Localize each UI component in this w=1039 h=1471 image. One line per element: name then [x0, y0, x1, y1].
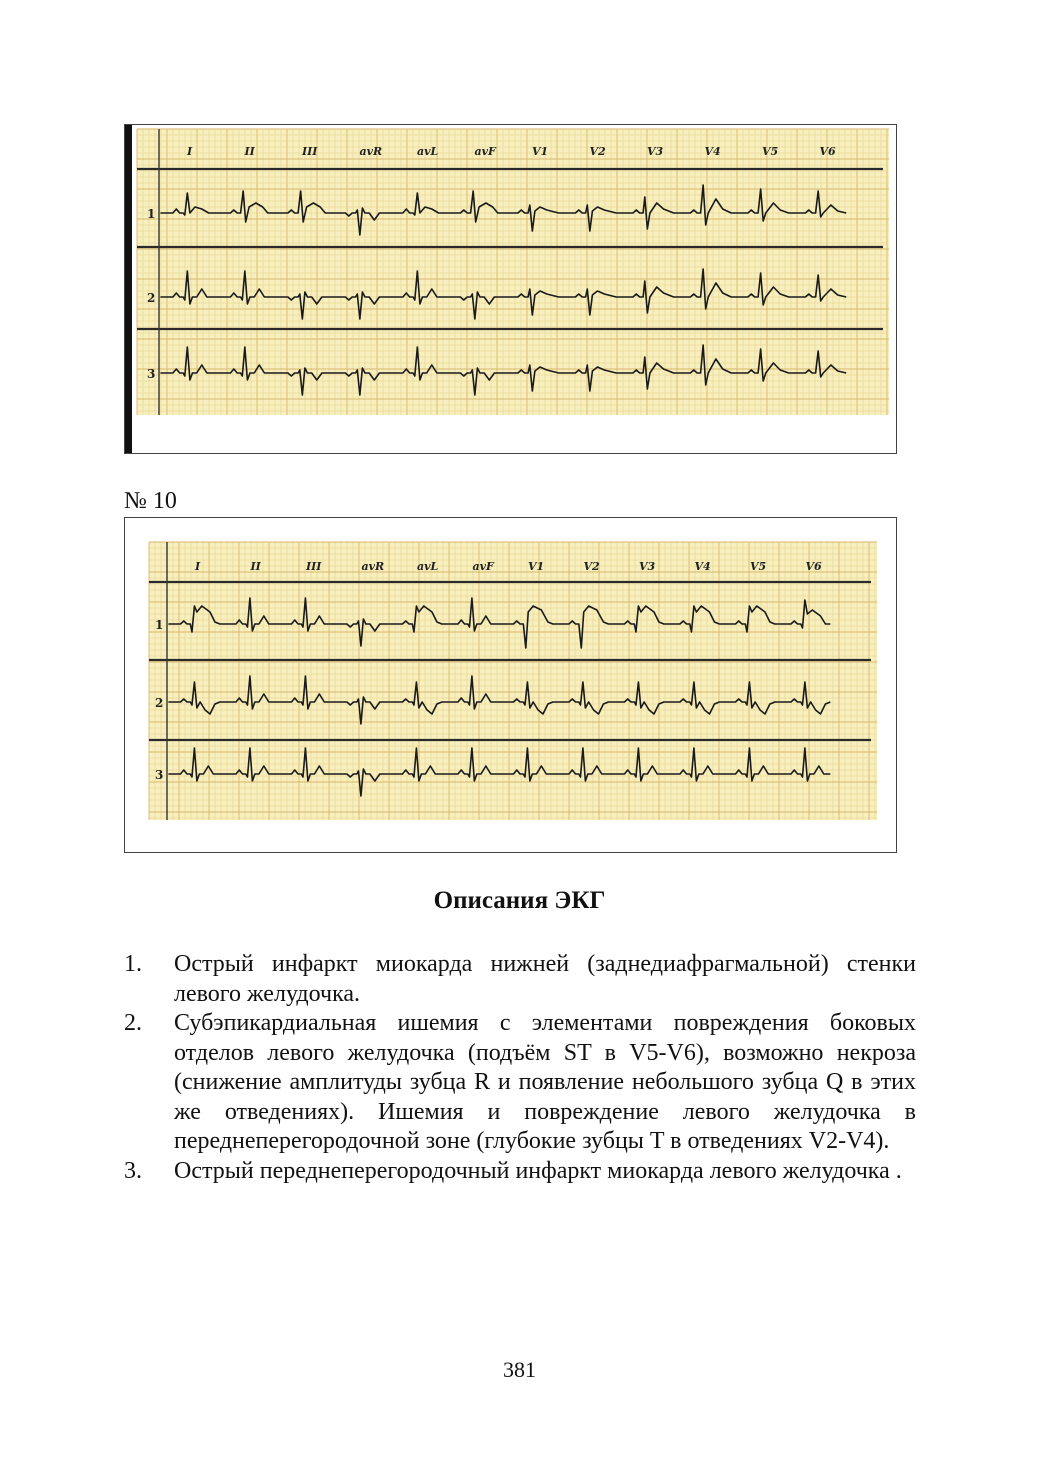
fig2-lead-label: avR: [361, 560, 385, 573]
item-number: 1.: [124, 951, 142, 977]
fig1-lead-label: V4: [704, 145, 721, 158]
fig2-lead-label: V2: [583, 560, 600, 573]
description-list: [124, 950, 916, 1186]
fig2-lead-label: avF: [472, 560, 494, 573]
fig1-lead-label: V2: [589, 145, 606, 158]
fig2-lead-label: V4: [694, 560, 711, 573]
fig2-row-number: 3: [155, 768, 164, 782]
fig1-lead-label: avF: [474, 145, 496, 158]
fig1-lead-label: V5: [762, 145, 779, 158]
fig2-lead-label: V5: [750, 560, 767, 573]
fig2-row-number: 2: [155, 696, 164, 710]
fig1-lead-label: V1: [532, 145, 549, 158]
item-text: Острый инфаркт миокарда нижней (заднедиафрагмальной) стенки левого желудочка.: [174, 951, 916, 1007]
fig1-lead-label: V3: [647, 145, 664, 158]
fig2-row-number: 1: [155, 618, 164, 632]
ecg-paper: [137, 129, 889, 415]
page-number: 381: [503, 1357, 536, 1382]
fig1-lead-label: III: [302, 145, 318, 158]
ecg-paper: [149, 542, 877, 820]
ecg-chart-2: [125, 518, 898, 854]
item-text: Острый переднеперегородочный инфаркт миокарда левого желудочка .: [174, 1157, 902, 1184]
fig2-lead-label: III: [306, 560, 322, 573]
item-number: 2.: [124, 1010, 142, 1036]
fig1-lead-label: V6: [819, 145, 836, 158]
fig2-lead-label: II: [250, 560, 261, 573]
ecg-figure-2: [124, 517, 897, 853]
fig1-row-number: 3: [147, 367, 156, 381]
figure-label: № 10: [124, 488, 177, 514]
item-text: Субэпикардиальная ишемия с элементами повреждения боковых отделов левого желудочка (подъём ST в V5-V6), возможно некроза (снижение амплитуды зубца R и появление небольшого зубца Q в этих же отведениях). Ишемия и повреждение левого желудочка в переднеперегородочной зоне (глубокие зубцы T в отведениях V2-V4).: [174, 1010, 916, 1154]
fig1-lead-label: avL: [417, 145, 439, 158]
ecg-chart-1: [125, 125, 898, 455]
left-bar: [125, 125, 132, 453]
section-title: Описания ЭКГ: [433, 887, 606, 914]
description-item: [124, 1157, 916, 1187]
item-number: 3.: [124, 1157, 142, 1184]
fig2-lead-label: V1: [528, 560, 545, 573]
fig1-lead-label: I: [187, 145, 193, 158]
fig1-row-number: 2: [147, 291, 156, 305]
description-item: [124, 950, 916, 1009]
fig2-lead-label: I: [195, 560, 201, 573]
description-item: [124, 1009, 916, 1157]
fig1-lead-label: avR: [359, 145, 383, 158]
fig1-row-number: 1: [147, 207, 156, 221]
fig1-lead-label: II: [244, 145, 255, 158]
fig2-lead-label: V6: [805, 560, 822, 573]
ecg-figure-1: [124, 124, 897, 454]
fig2-lead-label: V3: [639, 560, 656, 573]
fig2-lead-label: avL: [417, 560, 439, 573]
